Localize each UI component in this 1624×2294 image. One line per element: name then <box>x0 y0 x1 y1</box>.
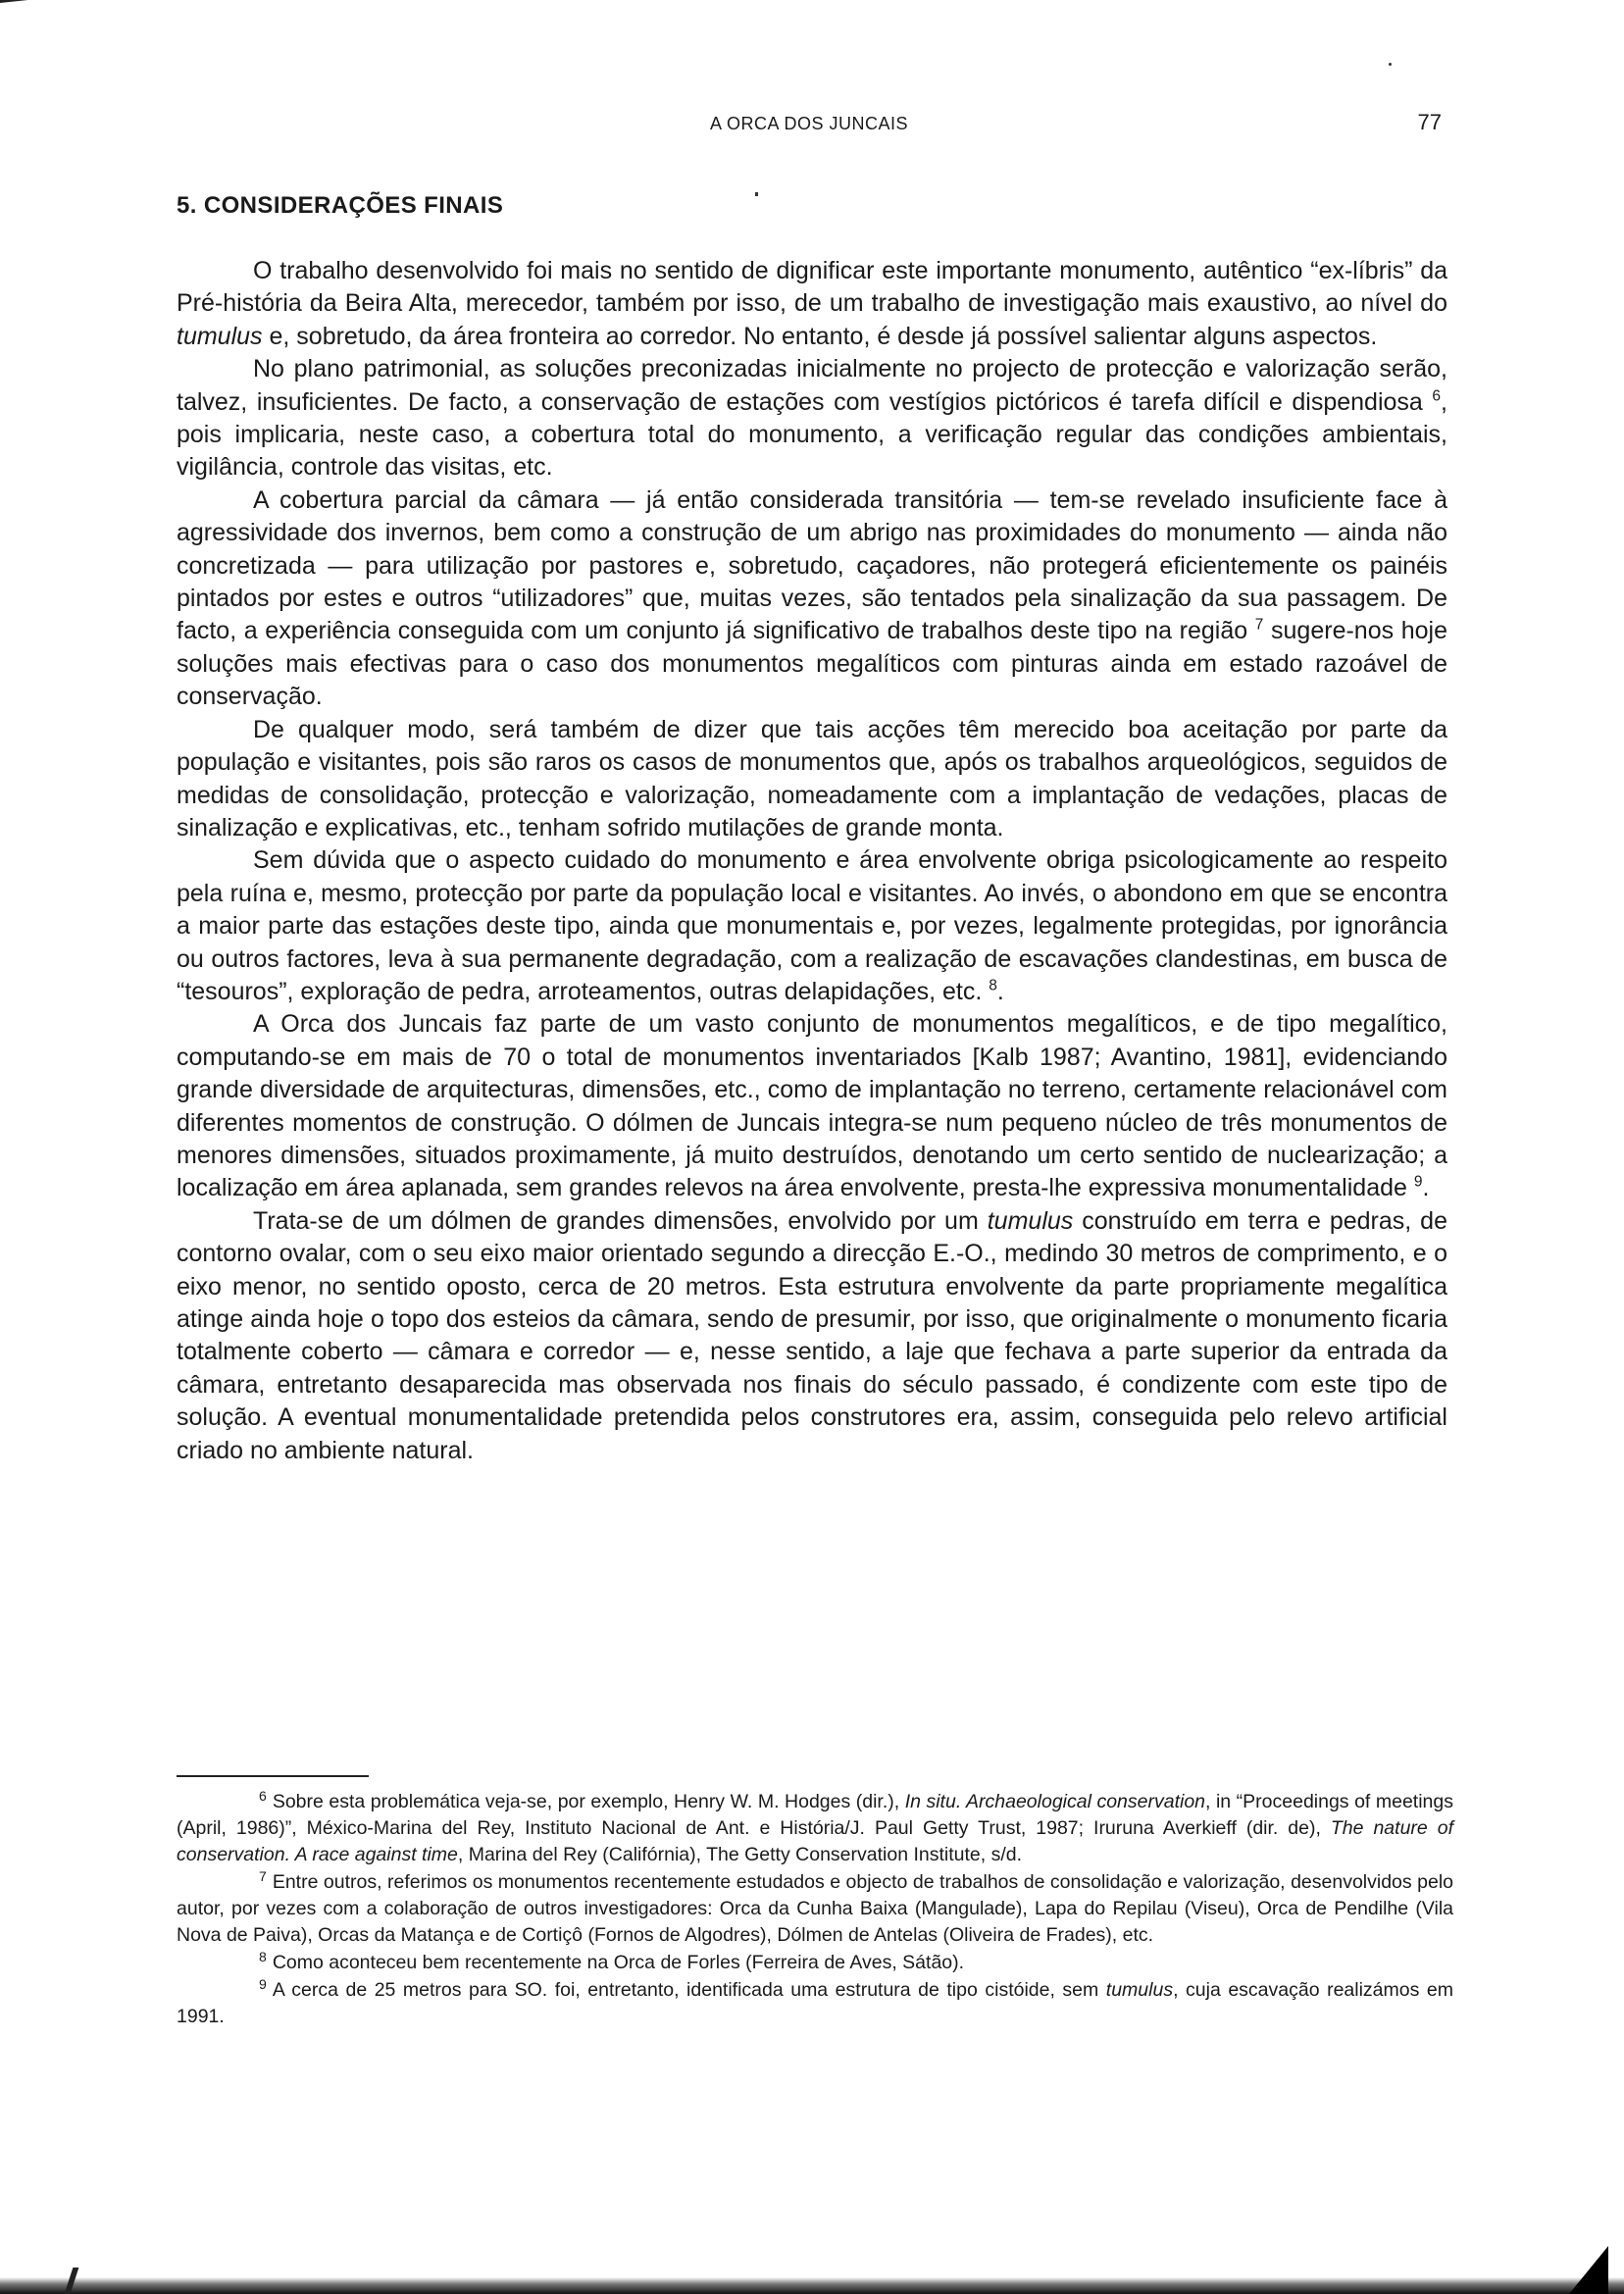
paragraph: Trata-se de um dólmen de grandes dimensões, envolvido por um tumulus construído em terra e pedras, de contorno ovalar, com o seu eixo maior orientado segundo a direcção E.-O., medindo 30 metros de comprimento, e o eixo menor, no sentido oposto, cerca de 20 metros. Esta estrutura envolvente da parte propriamente megalítica atinge ainda hoje o topo dos esteios da câmara, sendo de presumir, por isso, que originalmente o monumento ficaria totalmente coberto — câmara e corredor — e, nesse sentido, a laje que fechava a parte superior da entrada da câmara, entretanto desaparecida mas observada nos finais do século passado, é condizente com este tipo de solução. A eventual monumentalidade pretendida pelos construtores era, assim, conseguida pelo relevo artificial criado no ambiente natural. <box>177 1206 1447 1464</box>
footnote-divider <box>177 1775 369 1777</box>
footnote-ref[interactable]: 8 <box>989 977 997 994</box>
italic-term: tumulus <box>987 1206 1074 1235</box>
footnote-ref[interactable]: 7 <box>1254 617 1264 635</box>
scan-edge-mark <box>0 0 47 9</box>
italic-term: tumulus <box>177 322 263 350</box>
section-heading: 5. CONSIDERAÇÕES FINAIS <box>177 192 504 219</box>
footnote: $^7$ Entre outros, referimos os monumentos recentemente estudados e objecto de trabalhos de consolidação e valorização, desenvolvidos pelo autor, por vezes com a colaboração de outros investigadores: Orca da Cunha Baixa (Mangulade), Lapa do Repilau (Viseu), Orca de Pendilhe (Vila Nova de Paiva), Orcas da Matança e de Cortiçô (Fornos de Algodres), Dólmen de Antelas (Oliveira de Frades), etc. <box>177 1867 1453 1946</box>
paragraph: Sem dúvida que o aspecto cuidado do monumento e área envolvente obriga psicologicamente ao respeito pela ruína e, mesmo, protecção por parte da população local e visitantes. Ao invés, o abondono em que se encontra a maior parte das estações deste tipo, ainda que monumentais e, por vezes, legalmente protegidas, por ignorância ou outros factores, leva à sua permanente degradação, com a realização de escavações clandestinas, em busca de “tesouros”, exploração de pedra, arroteamentos, outras delapidações, etc. $^8$. <box>177 846 1447 1005</box>
paragraph: O trabalho desenvolvido foi mais no sentido de dignificar este importante monumento, autêntico “ex-líbris” da Pré-história da Beira Alta, merecedor, também por isso, de um trabalho de investigação mais exaustivo, ao nível do tumulus e, sobretudo, da área fronteira ao corredor. No entanto, é desde já possível salientar alguns aspectos. <box>177 257 1447 350</box>
scan-corner-shadow <box>1569 2246 1608 2294</box>
body-text <box>177 255 1447 1467</box>
footnote-mark: 8 <box>259 1948 267 1964</box>
page-number: 77 <box>1417 110 1442 134</box>
paragraph: No plano patrimonial, as soluções preconizadas inicialmente no projecto de protecção e valorização serão, talvez, insuficientes. De facto, a conservação de estações com vestígios pictóricos é tarefa difícil e dispendiosa $^6$, pois implicaria, neste caso, a cobertura total do monumento, a verificação regular das condições ambientais, vigilância, controle das visitas, etc. <box>177 355 1447 482</box>
footnote-mark: 7 <box>259 1867 267 1884</box>
footnote: $^6$ Sobre esta problemática veja-se, por exemplo, Henry W. M. Hodges (dir.), In situ. Archaeological conservation, in “Proceedings of meetings (April, 1986)”, México-Marina del Rey, Instituto Nacional de Ant. e História/J. Paul Getty Trust, 1987; Iruruna Averkieff (dir. de), The nature of conservation. A race against time, Marina del Rey (Califórnia), The Getty Conservation Institute, s/d. <box>177 1787 1453 1865</box>
footnote: $^8$ Como aconteceu bem recentemente na Orca de Forles (Ferreira de Aves, Sátão). <box>259 1948 965 1973</box>
footnote-mark: 9 <box>259 1975 267 1992</box>
scan-speck <box>755 192 758 196</box>
paragraph: A Orca dos Juncais faz parte de um vasto conjunto de monumentos megalíticos, e de tipo megalítico, computando-se em mais de 70 o total de monumentos inventariados [Kalb 1987; Avantino, 1981], evidenciando grande diversidade de arquitecturas, dimensões, etc., como de implantação no terreno, certamente relacionável com diferentes momentos de construção. O dólmen de Juncais integra-se num pequeno núcleo de três monumentos de menores dimensões, situados proximamente, já muito destruídos, denotando um certo sentido de nuclearização; a localização em área aplanada, sem grandes relevos na área envolvente, presta-lhe expressiva monumentalidade $^9$. <box>177 1010 1447 1202</box>
scan-speck <box>1389 63 1392 66</box>
running-header <box>177 110 1442 145</box>
footnote: $^9$ A cerca de 25 metros para SO. foi, entretanto, identificada uma estrutura de tipo cistóide, sem tumulus, cuja escavação realizámos em 1991. <box>177 1975 1453 2027</box>
footnote-mark: 6 <box>259 1787 267 1804</box>
running-title: A ORCA DOS JUNCAIS <box>709 114 909 133</box>
footnote-ref[interactable]: 9 <box>1413 1174 1423 1192</box>
footnotes <box>177 1789 1453 2031</box>
scan-edge-bar <box>0 2277 1624 2294</box>
footnote-ref[interactable]: 6 <box>1432 387 1442 405</box>
paragraph: De qualquer modo, será também de dizer que tais acções têm merecido boa aceitação por parte da população e visitantes, pois são raros os casos de monumentos que, após os trabalhos arqueológicos, seguidos de medidas de consolidação, protecção e valorização, nomeadamente com a implantação de vedações, placas de sinalização e explicativas, etc., tenham sofrido mutilações de grande monta. <box>177 715 1447 841</box>
paragraph: A cobertura parcial da câmara — já então considerada transitória — tem-se revelado insuficiente face à agressividade dos invernos, bem como a construção de um abrigo nas proximidades do monumento — ainda não concretizada — para utilização por pastores e, sobretudo, caçadores, não protegerá eficientemente os painéis pintados por estes e outros “utilizadores” que, muitas vezes, são tentados pela sinalização da sua passagem. De facto, a experiência conseguida com um conjunto já significativo de trabalhos deste tipo na região $^7$ sugere-nos hoje soluções mais efectivas para o caso dos monumentos megalíticos com pinturas ainda em estado razoável de conservação. <box>177 485 1447 711</box>
